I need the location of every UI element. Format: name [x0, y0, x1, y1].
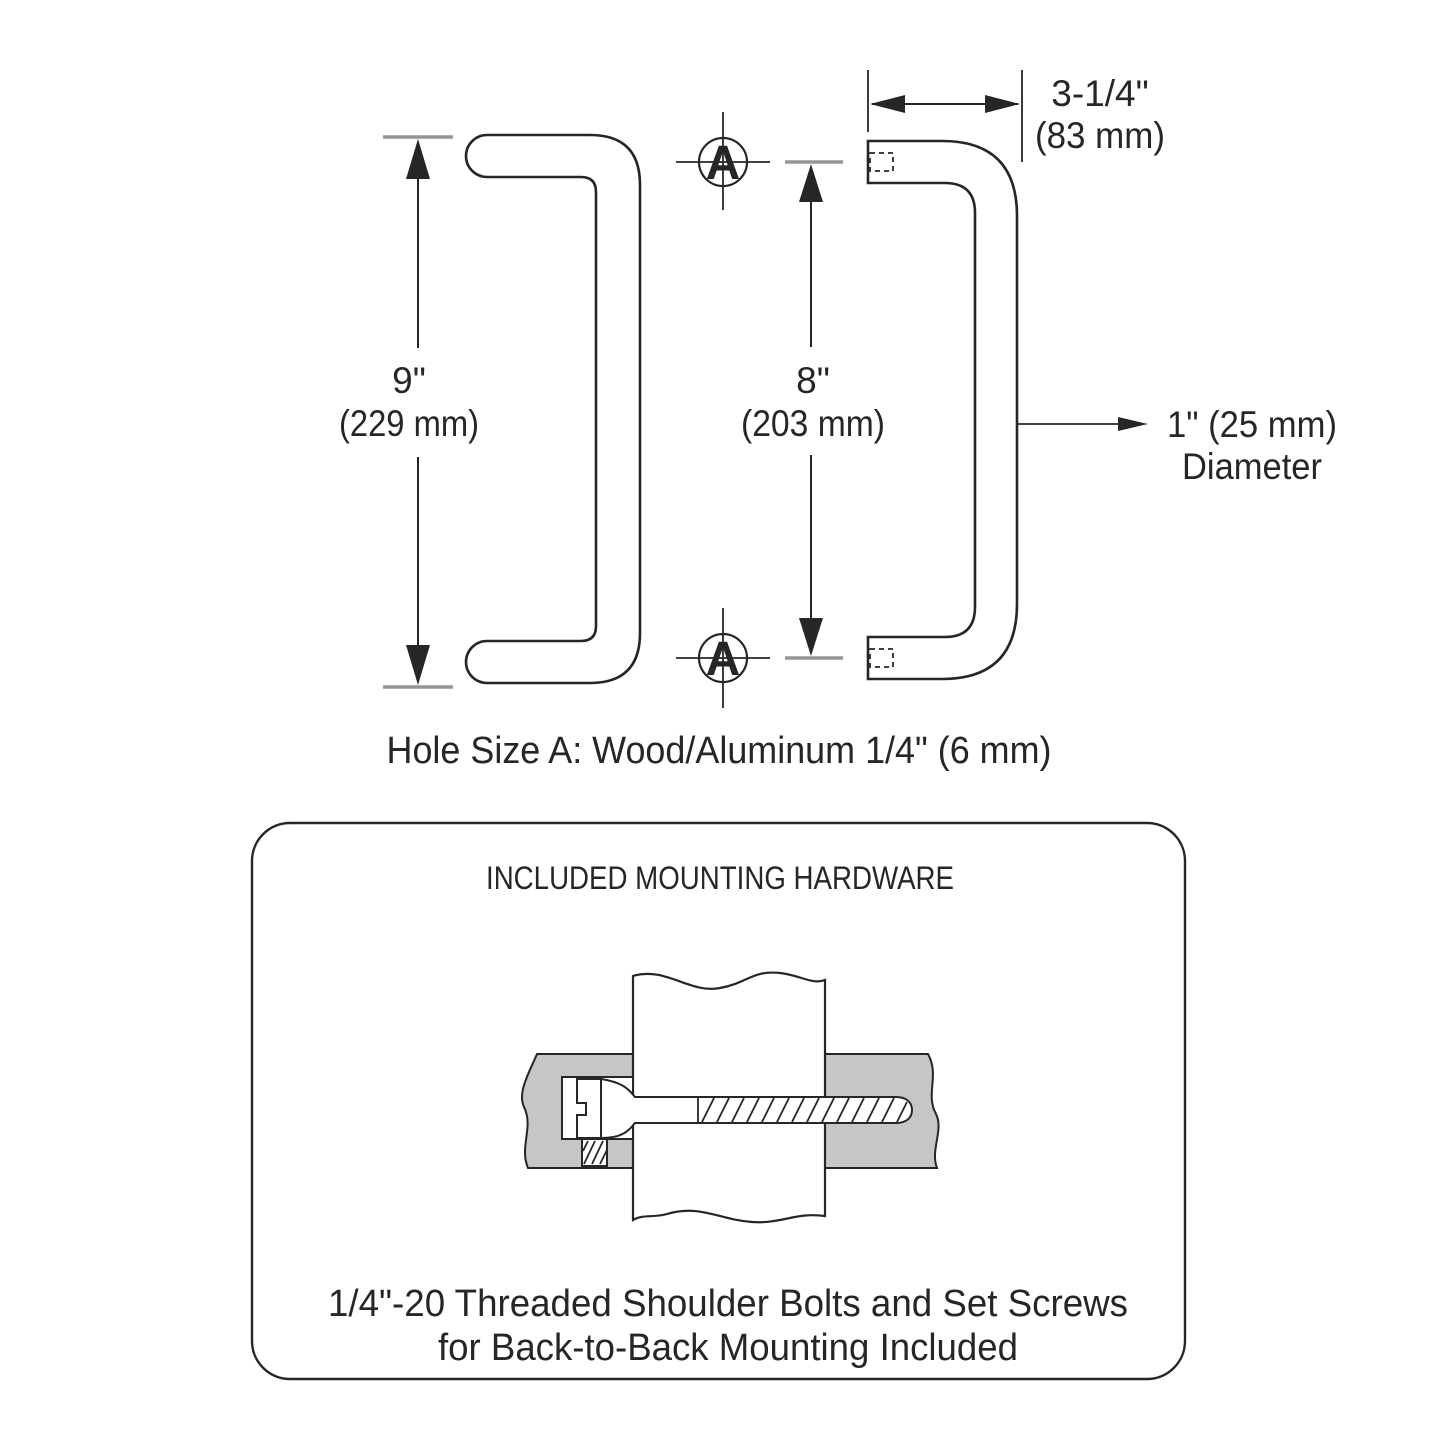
set-screw — [582, 1139, 607, 1166]
hole-marker-letter: A — [705, 137, 741, 190]
hole-marker-a-top — [676, 112, 770, 210]
hole-size-note: Hole Size A: Wood/Aluminum 1/4" (6 mm) — [386, 730, 1052, 772]
diameter-word-label: Diameter — [1182, 446, 1322, 487]
hardware-box — [252, 823, 1185, 1379]
arrowhead-down-icon — [406, 645, 430, 685]
hardware-caption-line2: for Back-to-Back Mounting Included — [438, 1327, 1018, 1369]
hole-marker-letter: A — [705, 633, 741, 686]
handle-side-view — [466, 135, 640, 683]
mounting-hole-bottom-dashed — [870, 649, 893, 667]
hole-marker-a-bottom — [676, 608, 770, 708]
arrowhead-right-icon — [1118, 417, 1148, 431]
arrowhead-up-icon — [406, 139, 430, 179]
diameter-inches-label: 1" (25 mm) — [1167, 404, 1337, 445]
arrowhead-left-icon — [870, 95, 905, 113]
projection-dimension — [868, 70, 1165, 162]
hardware-caption-line1: 1/4"-20 Threaded Shoulder Bolts and Set Screws — [328, 1283, 1128, 1325]
arrowhead-up-icon — [799, 164, 823, 202]
height-metric-label: (229 mm) — [339, 403, 479, 444]
arrowhead-right-icon — [985, 95, 1020, 113]
mounting-hole-top-dashed — [870, 153, 893, 171]
spacing-inches-label: 8" — [796, 360, 830, 401]
hardware-box-title: INCLUDED MOUNTING HARDWARE — [486, 860, 954, 896]
projection-metric-label: (83 mm) — [1035, 115, 1165, 156]
height-inches-label: 9" — [392, 360, 426, 401]
height-dimension — [339, 137, 479, 687]
spacing-metric-label: (203 mm) — [741, 403, 885, 444]
arrowhead-down-icon — [799, 618, 823, 656]
handle-profile-view — [868, 141, 1017, 679]
projection-inches-label: 3-1/4" — [1051, 73, 1149, 114]
center-to-center-dimension — [741, 162, 885, 658]
handle-profile-outline — [868, 141, 1017, 679]
diameter-callout — [1017, 404, 1337, 487]
